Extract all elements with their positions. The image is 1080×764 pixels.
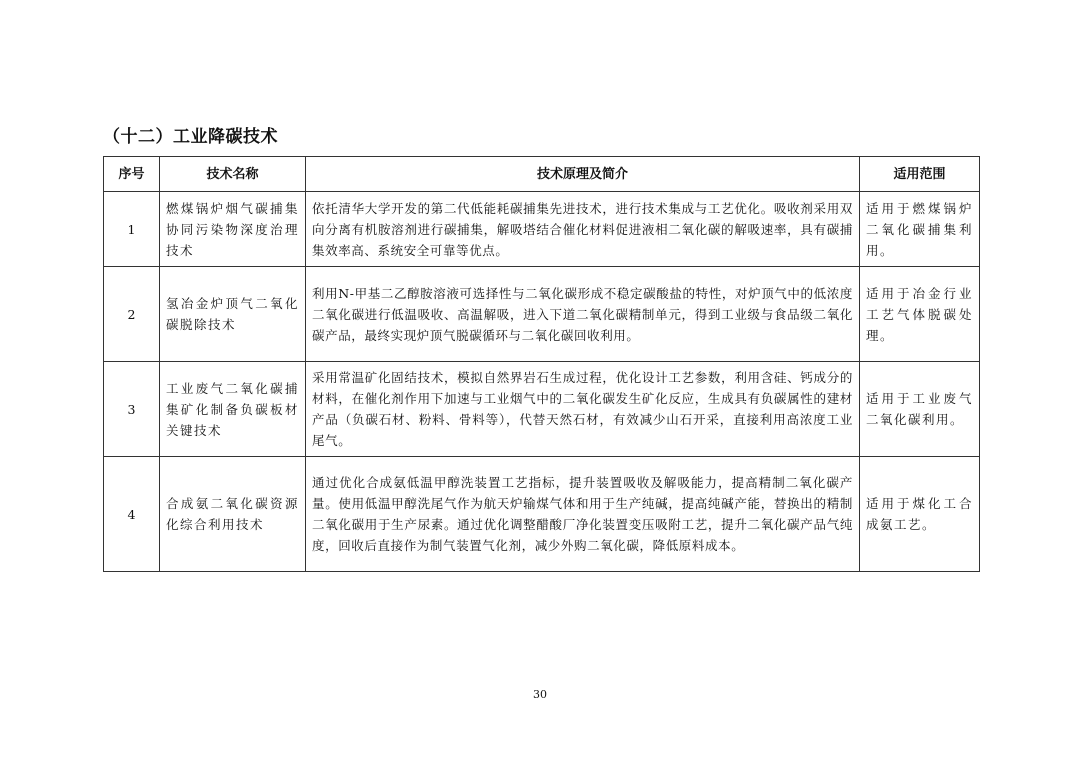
header-desc: 技术原理及简介 <box>306 157 860 192</box>
application-scope: 适用于燃煤锅炉二氧化碳捕集利用。 <box>860 192 980 267</box>
row-number: 2 <box>104 267 160 362</box>
technology-name: 工业废气二氧化碳捕集矿化制备负碳板材关键技术 <box>160 362 306 457</box>
row-number: 4 <box>104 457 160 572</box>
section-title: （十二）工业降碳技术 <box>103 127 278 147</box>
header-scope: 适用范围 <box>860 157 980 192</box>
technology-table <box>103 156 980 572</box>
table-row <box>104 457 980 572</box>
application-scope: 适用于煤化工合成氨工艺。 <box>860 457 980 572</box>
technology-name: 燃煤锅炉烟气碳捕集协同污染物深度治理技术 <box>160 192 306 267</box>
technology-description: 依托清华大学开发的第二代低能耗碳捕集先进技术，进行技术集成与工艺优化。吸收剂采用双向分离有机胺溶剂进行碳捕集，解吸塔结合催化材料促进液相二氧化碳的解吸速率，具有碳捕集效率高、系统安全可靠等优点。 <box>306 192 860 267</box>
row-number: 1 <box>104 192 160 267</box>
header-no: 序号 <box>104 157 160 192</box>
application-scope: 适用于工业废气二氧化碳利用。 <box>860 362 980 457</box>
table-row <box>104 267 980 362</box>
row-number: 3 <box>104 362 160 457</box>
technology-description: 通过优化合成氨低温甲醇洗装置工艺指标，提升装置吸收及解吸能力，提高精制二氧化碳产量。使用低温甲醇洗尾气作为航天炉输煤气体和用于生产纯碱，提高纯碱产能，替换出的精制二氧化碳用于生产尿素。通过优化调整醋酸厂净化装置变压吸附工艺，提升二氧化碳产品气纯度，回收后直接作为制气装置气化剂，减少外购二氧化碳，降低原料成本。 <box>306 457 860 572</box>
table-row <box>104 192 980 267</box>
header-name: 技术名称 <box>160 157 306 192</box>
table-header-row <box>104 157 980 192</box>
technology-description: 采用常温矿化固结技术，模拟自然界岩石生成过程，优化设计工艺参数，利用含硅、钙成分的材料，在催化剂作用下加速与工业烟气中的二氧化碳发生矿化反应，生成具有负碳属性的建材产品（负碳石材、粉料、骨料等），代替天然石材，有效减少山石开采，直接利用高浓度工业尾气。 <box>306 362 860 457</box>
page-number: 30 <box>533 688 547 701</box>
technology-description: 利用N-甲基二乙醇胺溶液可选择性与二氧化碳形成不稳定碳酸盐的特性，对炉顶气中的低浓度二氧化碳进行低温吸收、高温解吸，进入下道二氧化碳精制单元，得到工业级与食品级二氧化碳产品，最终实现炉顶气脱碳循环与二氧化碳回收利用。 <box>306 267 860 362</box>
technology-name: 氢冶金炉顶气二氧化碳脱除技术 <box>160 267 306 362</box>
application-scope: 适用于冶金行业工艺气体脱碳处理。 <box>860 267 980 362</box>
technology-name: 合成氨二氧化碳资源化综合利用技术 <box>160 457 306 572</box>
table-row <box>104 362 980 457</box>
